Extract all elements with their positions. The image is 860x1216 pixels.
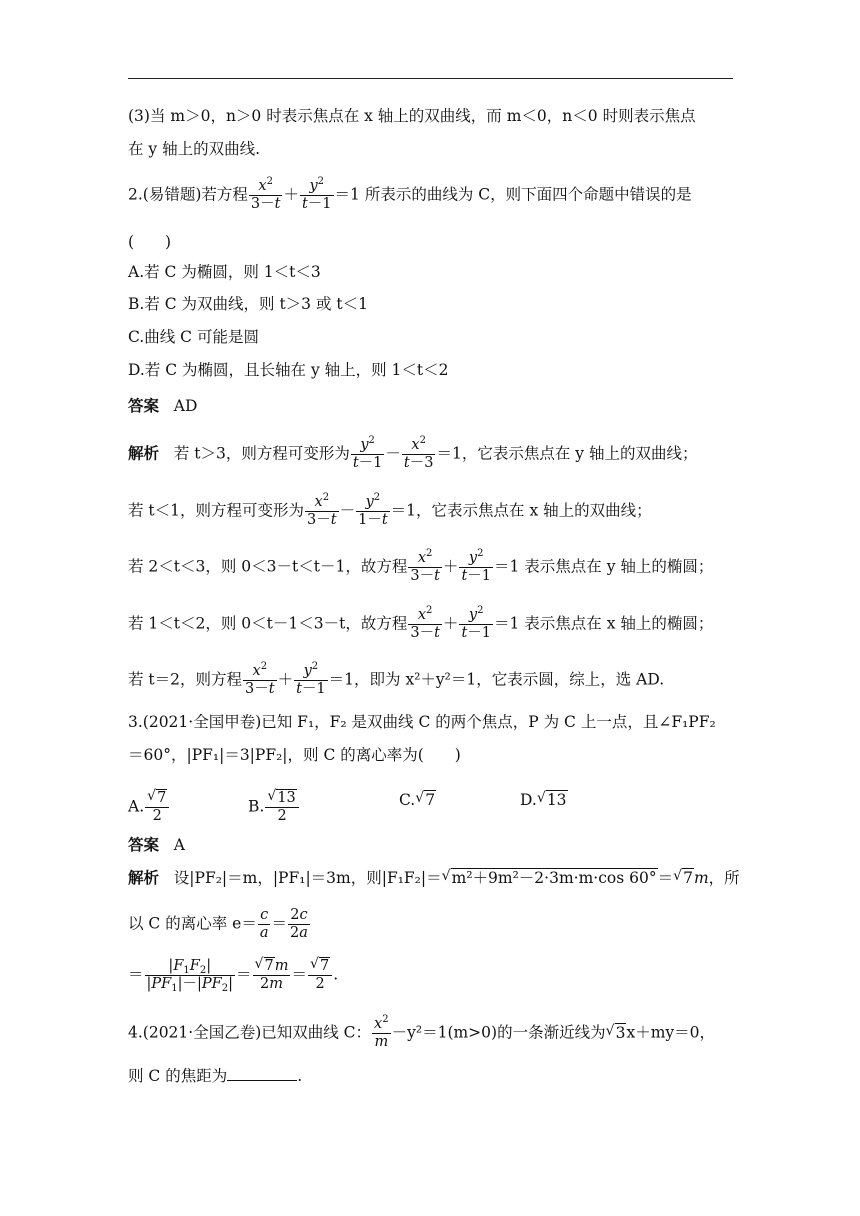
analysis-text: ，所 bbox=[708, 869, 740, 887]
fraction: $\frac{y^2}{t-1}$ bbox=[301, 176, 332, 212]
fraction: √ 7 2 bbox=[308, 958, 332, 993]
analysis-label: 解析 bbox=[128, 444, 160, 463]
analysis-text: 设|PF₂|＝m，|PF₁|＝3m，则|F₁F₂|＝ bbox=[173, 869, 442, 887]
question-2-stem: 2.(易错题)若方程 $\frac{x^2}{3-t}$ ＋ $\frac{y^2}{t-1}$ ＝1 所表示的曲线为 C，则下面四个命题中错误的是 bbox=[128, 176, 692, 212]
question-4-line-2: 则 C 的焦距为 . bbox=[128, 1067, 303, 1085]
q2-paren: ( ) bbox=[128, 233, 172, 251]
fraction: √ 7 2 bbox=[145, 790, 169, 825]
sqrt-expression: √ 7 bbox=[673, 868, 693, 887]
analysis-text: 若 t＞3，则方程可变形为 bbox=[173, 444, 350, 463]
fraction: √ 7m 2m bbox=[254, 956, 289, 992]
analysis-text: 以 C 的离心率 e＝ bbox=[128, 914, 257, 933]
q2-answer bbox=[128, 396, 734, 416]
q4-text: 4.(2021·全国乙卷)已知双曲线 C： bbox=[128, 1023, 372, 1042]
fraction: $\frac{y^2}{t-1}$ bbox=[461, 605, 491, 641]
q2-analysis-2: 若 t＜1，则方程可变形为 $\frac{x^2}{3-t}$ － $\frac{y^2}{1-t}$ ＝1，它表示焦点在 x 轴上的双曲线； bbox=[128, 492, 652, 528]
q2-suffix: ＝1 所表示的曲线为 C，则下面四个命题中错误的是 bbox=[334, 185, 692, 204]
fraction: $\frac{x^2}{3-t}$ bbox=[307, 492, 337, 528]
analysis-text: ＝1，它表示焦点在 x 轴上的双曲线； bbox=[390, 501, 652, 520]
q2-option-b: B.若 C 为双曲线，则 t＞3 或 t＜1 bbox=[128, 295, 368, 313]
analysis-text: 若 2＜t＜3，则 0＜3－t＜t－1，故方程 bbox=[128, 557, 408, 576]
fraction: $\frac{x^2}{3-t}$ bbox=[245, 661, 275, 697]
q2-option-a: A.若 C 为椭圆，则 1＜t＜3 bbox=[128, 263, 321, 281]
fraction: $\frac{x^2}{3-t}$ bbox=[410, 605, 440, 641]
analysis-text: ＝1 表示焦点在 x 轴上的椭圆； bbox=[494, 614, 714, 633]
fraction: $\frac{y^2}{t-1}$ bbox=[461, 548, 491, 584]
sqrt-expression: √ m²＋9m²－2·3m·m·cos 60° bbox=[441, 868, 657, 887]
answer-label: 答案 bbox=[128, 836, 160, 854]
q2-option-c: C.曲线 C 可能是圆 bbox=[128, 328, 259, 346]
analysis-text: ＝1，即为 x²＋y²＝1，它表示圆，综上，选 AD. bbox=[328, 670, 665, 689]
intro-line-1: (3)当 m＞0，n＞0 时表示焦点在 x 轴上的双曲线，而 m＜0，n＜0 时则表示焦点 bbox=[128, 107, 696, 125]
analysis-text: 若 t＜1，则方程可变形为 bbox=[128, 501, 305, 520]
fraction: $\frac{x^2}{3-t}$ bbox=[250, 176, 281, 212]
fraction: $\frac{2c}{2a}$ bbox=[290, 907, 308, 941]
q2-analysis-1: 解析 若 t＞3，则方程可变形为 $\frac{y^2}{t-1}$ － $\frac{x^2}{t-3}$ ＝1，它表示焦点在 y 轴上的双曲线； bbox=[128, 435, 698, 471]
q3-analysis-3: ＝ $\frac{|F_1F_2|}{|PF_1|-|PF_2|}$ ＝ √ 7m 2m ＝ √ 7 2 . bbox=[128, 956, 339, 994]
q2-option-d: D.若 C 为椭圆，且长轴在 y 轴上，则 1＜t＜2 bbox=[128, 361, 449, 379]
q3-analysis-2: 以 C 的离心率 e＝ $\frac{c}{a}$ ＝ $\frac{2c}{2a}$ bbox=[128, 907, 308, 941]
option-label: C. bbox=[399, 791, 416, 809]
q3-analysis-1: 解析 设|PF₂|＝m，|PF₁|＝3m，则|F₁F₂|＝ √ m²＋9m²－2·3m·m·cos 60°＝ √ 7m，所 bbox=[128, 868, 740, 887]
fraction: $\frac{y^2}{t-1}$ bbox=[352, 435, 383, 471]
q4-text: x＋my＝0， bbox=[626, 1023, 716, 1042]
q4-text: －y²＝1(m>0)的一条渐近线为 bbox=[391, 1023, 606, 1042]
q3-option-b bbox=[248, 790, 300, 825]
q2-analysis-4: 若 1＜t＜2，则 0＜t－1＜3－t，故方程 $\frac{x^2}{3-t}$ ＋ $\frac{y^2}{t-1}$ ＝1 表示焦点在 x 轴上的椭圆； bbox=[128, 605, 714, 641]
analysis-text: 若 t＝2，则方程 bbox=[128, 670, 243, 689]
answer-value: A bbox=[173, 836, 185, 854]
q2-analysis-3: 若 2＜t＜3，则 0＜3－t＜t－1，故方程 $\frac{x^2}{3-t}$ ＋ $\frac{y^2}{t-1}$ ＝1 表示焦点在 y 轴上的椭圆； bbox=[128, 548, 714, 584]
question-4-line-1 bbox=[128, 1016, 734, 1051]
sqrt-expression: √ 3 bbox=[605, 1022, 626, 1042]
q3-option-d: D. √ 13 bbox=[520, 790, 567, 809]
fraction: $\frac{x^2}{3-t}$ bbox=[410, 548, 440, 584]
q3-option-a bbox=[128, 790, 170, 825]
q4-text: 则 C 的焦距为 bbox=[128, 1067, 228, 1085]
fraction: $\frac{x^2}{t-3}$ bbox=[403, 435, 434, 471]
analysis-label: 解析 bbox=[128, 869, 160, 887]
question-3-line-2: ＝60°，|PF₁|＝3|PF₂|，则 C 的离心率为( ) bbox=[128, 746, 461, 764]
q2-prefix: 2.(易错题)若方程 bbox=[128, 185, 248, 204]
q3-answer bbox=[128, 835, 734, 855]
q2-analysis-5: 若 t＝2，则方程 $\frac{x^2}{3-t}$ ＋ $\frac{y^2}{t-1}$ ＝1，即为 x²＋y²＝1，它表示圆，综上，选 AD. bbox=[128, 661, 665, 697]
analysis-text: ＝ bbox=[657, 869, 674, 887]
fraction: $\frac{y^2}{t-1}$ bbox=[296, 661, 326, 697]
header-rule bbox=[128, 78, 733, 79]
fraction: $\frac{c}{a}$ bbox=[259, 907, 269, 941]
intro-line-2: 在 y 轴上的双曲线. bbox=[128, 140, 261, 158]
analysis-text: ＝1 表示焦点在 y 轴上的椭圆； bbox=[494, 557, 714, 576]
q3-option-c: C. √ 7 bbox=[399, 790, 436, 809]
fraction: $\frac{x^2}{m}$ bbox=[374, 1014, 389, 1050]
fraction: $\frac{y^2}{1-t}$ bbox=[358, 492, 388, 528]
option-label: B. bbox=[248, 797, 265, 816]
analysis-text: ＝1，它表示焦点在 y 轴上的双曲线； bbox=[436, 444, 698, 463]
answer-value: AD bbox=[173, 397, 198, 415]
option-label: A. bbox=[128, 797, 145, 816]
answer-label: 答案 bbox=[128, 397, 160, 415]
analysis-text: 若 1＜t＜2，则 0＜t－1＜3－t，故方程 bbox=[128, 614, 408, 633]
question-3-line-1: 3.(2021·全国甲卷)已知 F₁，F₂ 是双曲线 C 的两个焦点，P 为 C 上一点，且∠F₁PF₂ bbox=[128, 713, 716, 731]
option-label: D. bbox=[520, 791, 537, 809]
answer-blank[interactable] bbox=[227, 1066, 297, 1081]
fraction: √ 13 2 bbox=[265, 790, 298, 825]
fraction: $\frac{|F_1F_2|}{|PF_1|-|PF_2|}$ bbox=[146, 958, 233, 994]
